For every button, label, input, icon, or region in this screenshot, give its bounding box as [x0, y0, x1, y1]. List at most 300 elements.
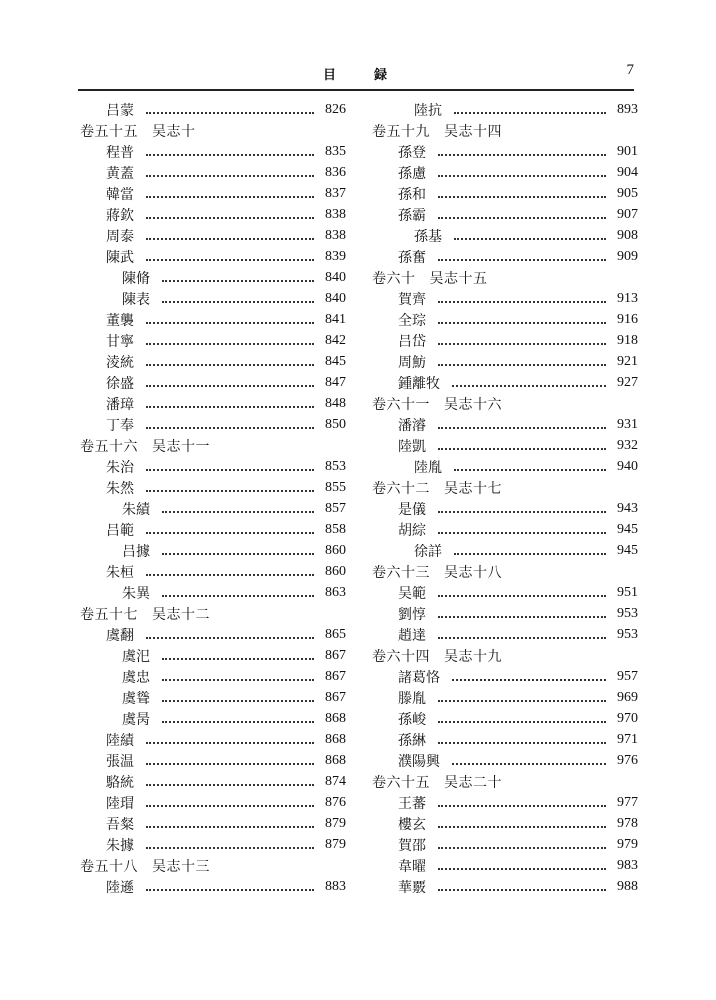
toc-entry — [80, 876, 346, 897]
toc-entry — [80, 540, 346, 561]
entry-name: 孫登 — [398, 144, 426, 161]
dot-leader — [146, 804, 314, 807]
dot-leader — [438, 258, 606, 261]
toc-entry — [80, 141, 346, 162]
entry-page-number: 874 — [325, 773, 346, 789]
dot-leader — [146, 258, 314, 261]
entry-page-number: 971 — [617, 731, 638, 747]
dot-leader — [146, 825, 314, 828]
toc-entry — [372, 876, 638, 897]
entry-page-number: 979 — [617, 836, 638, 852]
toc-entry — [80, 561, 346, 582]
entry-page-number: 893 — [617, 101, 638, 117]
entry-name: 吕蒙 — [106, 102, 134, 119]
toc-entry — [372, 288, 638, 309]
toc-entry — [372, 99, 638, 120]
toc-entry — [372, 456, 638, 477]
toc-entry — [80, 99, 346, 120]
entry-page-number: 853 — [325, 458, 346, 474]
entry-name: 陸瑁 — [106, 795, 134, 812]
toc-entry — [372, 351, 638, 372]
toc-entry — [80, 309, 346, 330]
entry-page-number: 918 — [617, 332, 638, 348]
dot-leader — [438, 216, 606, 219]
entry-name: 賀齊 — [398, 291, 426, 308]
entry-name: 吴範 — [398, 585, 426, 602]
entry-page-number: 916 — [617, 311, 638, 327]
entry-name: 潘璋 — [106, 396, 134, 413]
dot-leader — [162, 279, 314, 282]
entry-name: 虞翻 — [106, 627, 134, 644]
toc-entry — [80, 456, 346, 477]
dot-leader — [438, 804, 606, 807]
toc-entry — [80, 729, 346, 750]
entry-name: 周泰 — [106, 228, 134, 245]
dot-leader — [146, 384, 314, 387]
entry-name: 虞昺 — [122, 711, 150, 728]
entry-page-number: 868 — [325, 710, 346, 726]
toc-entry — [372, 666, 638, 687]
dot-leader — [438, 531, 606, 534]
toc-chapter-heading — [372, 477, 638, 498]
entry-page-number: 867 — [325, 668, 346, 684]
dot-leader — [146, 216, 314, 219]
entry-name: 是儀 — [398, 501, 426, 518]
entry-page-number: 901 — [617, 143, 638, 159]
chapter-subtitle: 吴志十九 — [444, 648, 502, 665]
chapter-label: 卷六十一 — [372, 396, 430, 413]
dot-leader — [438, 300, 606, 303]
dot-leader — [438, 741, 606, 744]
toc-chapter-heading — [80, 855, 346, 876]
dot-leader — [438, 636, 606, 639]
entry-page-number: 850 — [325, 416, 346, 432]
chapter-label: 卷六十四 — [372, 648, 430, 665]
entry-page-number: 840 — [325, 290, 346, 306]
dot-leader — [146, 342, 314, 345]
entry-page-number: 940 — [617, 458, 638, 474]
entry-page-number: 913 — [617, 290, 638, 306]
entry-name: 朱績 — [122, 501, 150, 518]
toc-entry — [80, 792, 346, 813]
dot-leader — [146, 489, 314, 492]
toc-chapter-heading — [80, 603, 346, 624]
dot-leader — [146, 174, 314, 177]
entry-name: 王蕃 — [398, 795, 426, 812]
entry-page-number: 909 — [617, 248, 638, 264]
entry-page-number: 868 — [325, 731, 346, 747]
toc-chapter-heading — [372, 645, 638, 666]
dot-leader — [438, 846, 606, 849]
toc-entry — [80, 666, 346, 687]
entry-page-number: 826 — [325, 101, 346, 117]
toc-entry — [372, 519, 638, 540]
dot-leader — [452, 384, 606, 387]
dot-leader — [438, 195, 606, 198]
dot-leader — [438, 321, 606, 324]
entry-name: 朱據 — [106, 837, 134, 854]
entry-page-number: 977 — [617, 794, 638, 810]
chapter-subtitle: 吴志十四 — [444, 123, 502, 140]
toc-entry — [80, 645, 346, 666]
entry-name: 徐盛 — [106, 375, 134, 392]
dot-leader — [438, 594, 606, 597]
dot-leader — [162, 510, 314, 513]
dot-leader — [162, 699, 314, 702]
entry-page-number: 863 — [325, 584, 346, 600]
entry-name: 孫基 — [414, 228, 442, 245]
toc-entry — [372, 204, 638, 225]
toc-entry — [80, 477, 346, 498]
entry-page-number: 905 — [617, 185, 638, 201]
entry-page-number: 957 — [617, 668, 638, 684]
entry-page-number: 943 — [617, 500, 638, 516]
chapter-subtitle: 吴志十 — [152, 123, 196, 140]
entry-name: 華覈 — [398, 879, 426, 896]
dot-leader — [162, 594, 314, 597]
dot-leader — [162, 678, 314, 681]
entry-name: 丁奉 — [106, 417, 134, 434]
toc-entry — [372, 372, 638, 393]
chapter-label: 卷五十七 — [80, 606, 138, 623]
chapter-label: 卷五十五 — [80, 123, 138, 140]
toc-entry — [372, 729, 638, 750]
toc-entry — [80, 813, 346, 834]
entry-name: 陳表 — [122, 291, 150, 308]
entry-page-number: 837 — [325, 185, 346, 201]
entry-name: 孫慮 — [398, 165, 426, 182]
toc-entry — [80, 498, 346, 519]
entry-page-number: 907 — [617, 206, 638, 222]
toc-entry — [80, 225, 346, 246]
dot-leader — [454, 468, 606, 471]
chapter-label: 卷六十 — [372, 270, 416, 287]
toc-entry — [80, 393, 346, 414]
page-header — [78, 62, 634, 86]
entry-page-number: 978 — [617, 815, 638, 831]
toc-entry — [372, 183, 638, 204]
toc-entry — [372, 750, 638, 771]
entry-page-number: 951 — [617, 584, 638, 600]
entry-page-number: 879 — [325, 836, 346, 852]
chapter-subtitle: 吴志二十 — [444, 774, 502, 791]
entry-name: 朱異 — [122, 585, 150, 602]
entry-name: 吾粲 — [106, 816, 134, 833]
toc-entry — [372, 687, 638, 708]
toc-chapter-heading — [80, 120, 346, 141]
dot-leader — [438, 825, 606, 828]
entry-page-number: 953 — [617, 626, 638, 642]
dot-leader — [438, 888, 606, 891]
toc-entry — [372, 582, 638, 603]
entry-name: 諸葛恪 — [398, 669, 440, 686]
dot-leader — [146, 195, 314, 198]
entry-name: 虞忠 — [122, 669, 150, 686]
chapter-subtitle: 吴志十三 — [152, 858, 210, 875]
toc-entry — [80, 687, 346, 708]
toc-entry — [80, 204, 346, 225]
toc-entry — [372, 708, 638, 729]
entry-name: 徐詳 — [414, 543, 442, 560]
toc-entry — [80, 834, 346, 855]
entry-page-number: 839 — [325, 248, 346, 264]
entry-name: 陸績 — [106, 732, 134, 749]
entry-page-number: 945 — [617, 542, 638, 558]
entry-name: 黄蓋 — [106, 165, 134, 182]
entry-name: 孫綝 — [398, 732, 426, 749]
dot-leader — [146, 468, 314, 471]
entry-page-number: 970 — [617, 710, 638, 726]
entry-page-number: 865 — [325, 626, 346, 642]
entry-name: 吕範 — [106, 522, 134, 539]
dot-leader — [438, 720, 606, 723]
toc-entry — [80, 183, 346, 204]
entry-name: 蔣欽 — [106, 207, 134, 224]
dot-leader — [454, 237, 606, 240]
entry-name: 孫霸 — [398, 207, 426, 224]
toc-right-column — [372, 99, 638, 897]
entry-page-number: 969 — [617, 689, 638, 705]
dot-leader — [146, 636, 314, 639]
header-title-char-2: 録 — [374, 68, 390, 83]
toc-entry — [372, 246, 638, 267]
entry-page-number: 876 — [325, 794, 346, 810]
entry-page-number: 868 — [325, 752, 346, 768]
entry-page-number: 838 — [325, 206, 346, 222]
entry-name: 陳武 — [106, 249, 134, 266]
toc-entry — [80, 708, 346, 729]
toc-entry — [372, 834, 638, 855]
dot-leader — [146, 888, 314, 891]
dot-leader — [438, 447, 606, 450]
toc-entry — [372, 435, 638, 456]
dot-leader — [438, 615, 606, 618]
dot-leader — [438, 153, 606, 156]
entry-page-number: 921 — [617, 353, 638, 369]
toc-entry — [372, 309, 638, 330]
entry-name: 朱然 — [106, 480, 134, 497]
entry-page-number: 857 — [325, 500, 346, 516]
chapter-label: 卷五十八 — [80, 858, 138, 875]
entry-page-number: 883 — [325, 878, 346, 894]
toc-entry — [372, 162, 638, 183]
dot-leader — [452, 678, 606, 681]
entry-page-number: 908 — [617, 227, 638, 243]
toc-entry — [80, 519, 346, 540]
dot-leader — [438, 510, 606, 513]
dot-leader — [146, 573, 314, 576]
entry-name: 張温 — [106, 753, 134, 770]
dot-leader — [146, 846, 314, 849]
entry-page-number: 945 — [617, 521, 638, 537]
chapter-subtitle: 吴志十一 — [152, 438, 210, 455]
dot-leader — [162, 552, 314, 555]
toc-entry — [80, 414, 346, 435]
toc-entry — [80, 624, 346, 645]
dot-leader — [454, 111, 606, 114]
toc-entry — [80, 267, 346, 288]
toc-entry — [80, 771, 346, 792]
entry-name: 韓當 — [106, 186, 134, 203]
toc-entry — [372, 624, 638, 645]
entry-page-number: 835 — [325, 143, 346, 159]
entry-name: 甘寧 — [106, 333, 134, 350]
entry-name: 陸胤 — [414, 459, 442, 476]
toc-entry — [80, 351, 346, 372]
toc-chapter-heading — [372, 561, 638, 582]
chapter-label: 卷六十三 — [372, 564, 430, 581]
entry-name: 朱桓 — [106, 564, 134, 581]
entry-name: 董襲 — [106, 312, 134, 329]
dot-leader — [146, 405, 314, 408]
entry-page-number: 953 — [617, 605, 638, 621]
toc-left-column — [80, 99, 346, 897]
toc-chapter-heading — [80, 435, 346, 456]
entry-page-number: 860 — [325, 563, 346, 579]
toc-chapter-heading — [372, 267, 638, 288]
chapter-subtitle: 吴志十五 — [429, 270, 488, 287]
entry-name: 陸抗 — [414, 102, 442, 119]
entry-page-number: 879 — [325, 815, 346, 831]
toc-entry — [372, 603, 638, 624]
entry-page-number: 867 — [325, 689, 346, 705]
dot-leader — [146, 426, 314, 429]
entry-name: 孫和 — [398, 186, 426, 203]
entry-name: 朱治 — [106, 459, 134, 476]
chapter-label: 卷六十五 — [372, 774, 430, 791]
dot-leader — [438, 699, 606, 702]
entry-name: 陸遜 — [106, 879, 134, 896]
toc-entry — [80, 582, 346, 603]
entry-name: 鍾離牧 — [398, 375, 440, 392]
entry-page-number: 842 — [325, 332, 346, 348]
entry-name: 劉惇 — [398, 606, 426, 623]
entry-page-number: 988 — [617, 878, 638, 894]
header-title-char-1: 目 — [322, 68, 338, 83]
entry-name: 吕岱 — [398, 333, 426, 350]
entry-page-number: 931 — [617, 416, 638, 432]
chapter-label: 卷五十六 — [80, 438, 138, 455]
entry-page-number: 860 — [325, 542, 346, 558]
entry-page-number: 927 — [617, 374, 638, 390]
toc-entry — [80, 288, 346, 309]
entry-name: 韋曜 — [398, 858, 426, 875]
toc-entry — [80, 330, 346, 351]
dot-leader — [452, 762, 606, 765]
toc-entry — [372, 813, 638, 834]
entry-page-number: 836 — [325, 164, 346, 180]
entry-page-number: 847 — [325, 374, 346, 390]
entry-name: 滕胤 — [398, 690, 426, 707]
entry-page-number: 848 — [325, 395, 346, 411]
toc-entry — [80, 372, 346, 393]
entry-page-number: 840 — [325, 269, 346, 285]
entry-name: 全琮 — [398, 312, 426, 329]
chapter-subtitle: 吴志十七 — [444, 480, 502, 497]
toc-entry — [372, 498, 638, 519]
entry-page-number: 904 — [617, 164, 638, 180]
entry-name: 潘濬 — [398, 417, 426, 434]
chapter-subtitle: 吴志十二 — [152, 606, 210, 623]
dot-leader — [146, 741, 314, 744]
dot-leader — [162, 657, 314, 660]
toc-entry — [372, 414, 638, 435]
dot-leader — [146, 783, 314, 786]
entry-page-number: 867 — [325, 647, 346, 663]
toc-entry — [80, 162, 346, 183]
entry-name: 樓玄 — [398, 816, 426, 833]
page-number: 7 — [626, 62, 634, 78]
chapter-label: 卷五十九 — [372, 123, 430, 140]
entry-name: 程普 — [106, 144, 134, 161]
dot-leader — [162, 300, 314, 303]
dot-leader — [438, 342, 606, 345]
toc-entry — [372, 330, 638, 351]
entry-page-number: 855 — [325, 479, 346, 495]
toc-entry — [372, 225, 638, 246]
entry-name: 吕據 — [122, 543, 150, 560]
entry-name: 陸凱 — [398, 438, 426, 455]
toc-chapter-heading — [372, 120, 638, 141]
chapter-label: 卷六十二 — [372, 480, 430, 497]
header-title — [78, 64, 634, 83]
dot-leader — [438, 426, 606, 429]
entry-page-number: 976 — [617, 752, 638, 768]
dot-leader — [146, 153, 314, 156]
entry-page-number: 858 — [325, 521, 346, 537]
toc-entry — [80, 246, 346, 267]
dot-leader — [162, 720, 314, 723]
dot-leader — [146, 762, 314, 765]
toc-entry — [372, 540, 638, 561]
entry-name: 淩統 — [106, 354, 134, 371]
entry-name: 孫奮 — [398, 249, 426, 266]
entry-name: 趙達 — [398, 627, 426, 644]
entry-name: 賀邵 — [398, 837, 426, 854]
entry-page-number: 841 — [325, 311, 346, 327]
toc-entry — [372, 792, 638, 813]
dot-leader — [146, 531, 314, 534]
entry-name: 濮陽興 — [398, 753, 440, 770]
dot-leader — [146, 111, 314, 114]
dot-leader — [438, 867, 606, 870]
toc-chapter-heading — [372, 393, 638, 414]
toc-entry — [80, 750, 346, 771]
dot-leader — [438, 174, 606, 177]
toc-chapter-heading — [372, 771, 638, 792]
dot-leader — [146, 363, 314, 366]
header-rule — [78, 89, 634, 91]
entry-name: 駱統 — [106, 774, 134, 791]
entry-name: 胡綜 — [398, 522, 426, 539]
entry-name: 虞汜 — [122, 648, 150, 665]
entry-page-number: 932 — [617, 437, 638, 453]
dot-leader — [146, 237, 314, 240]
dot-leader — [438, 363, 606, 366]
entry-name: 周魴 — [398, 354, 426, 371]
dot-leader — [454, 552, 606, 555]
entry-page-number: 983 — [617, 857, 638, 873]
toc-entry — [372, 141, 638, 162]
entry-name: 虞聳 — [122, 690, 150, 707]
entry-page-number: 838 — [325, 227, 346, 243]
dot-leader — [146, 321, 314, 324]
toc-entry — [372, 855, 638, 876]
entry-page-number: 845 — [325, 353, 346, 369]
chapter-subtitle: 吴志十六 — [444, 396, 502, 413]
entry-name: 陳脩 — [122, 270, 150, 287]
chapter-subtitle: 吴志十八 — [444, 564, 502, 581]
